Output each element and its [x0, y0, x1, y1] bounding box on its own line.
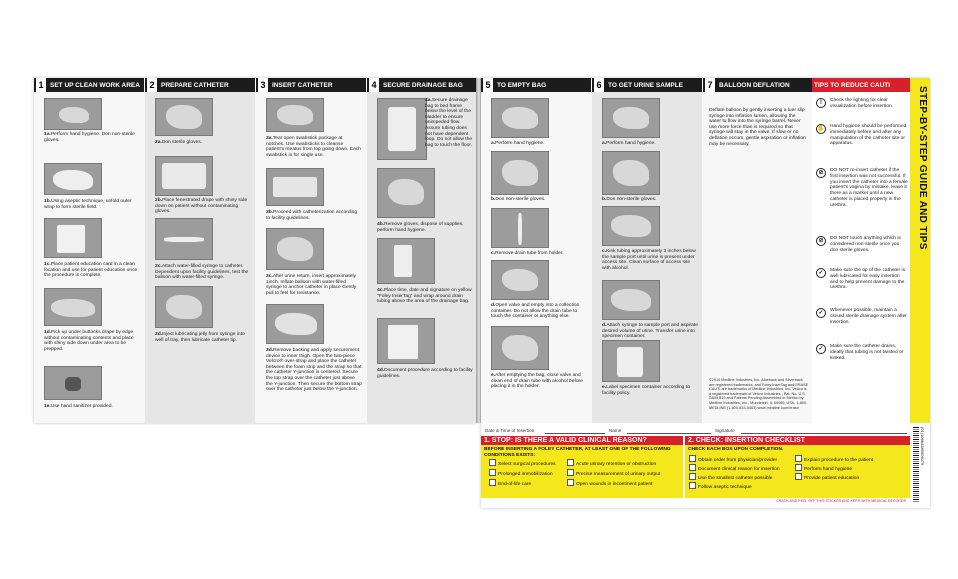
column-4 — [367, 78, 477, 423]
step-1e: 1e.Use hand sanitizer provided. — [44, 404, 113, 409]
step-number: 6 — [594, 78, 604, 92]
check-lead: CHECK EACH BOX UPON COMPLETION. — [688, 447, 784, 452]
check-header: 2. CHECK: INSERTION CHECKLIST — [685, 436, 910, 445]
step-number: 7 — [705, 78, 715, 92]
step-2a: 2a.Don sterile gloves. — [155, 140, 203, 145]
column-3 — [256, 78, 366, 423]
checkbox-measurement[interactable]: Precise measurement of urinary output — [567, 469, 660, 478]
step-6b: b.Don non-sterile gloves. — [602, 197, 657, 202]
step-6e: e.Label specimen container according to facility policy. — [602, 385, 690, 396]
step-5a: a.Perform hand hygiene. — [491, 141, 545, 146]
column-6-header — [592, 78, 702, 92]
sticker-footer-note: CRACK AND PEEL OFF THIS STICKER AND KEEP WITH MEDICAL RECORDS — [776, 499, 906, 503]
photo-open-valve — [491, 260, 549, 300]
photo-drain-tube — [491, 208, 549, 248]
photo-lubricate — [155, 286, 213, 328]
photo-hand-hygiene-6 — [602, 98, 660, 138]
photo-unfold-wrap — [44, 163, 102, 195]
step-3d: 3d.Remove backing and apply securement device to inner thigh. Open the two-piece Velcro® over-strap and place the catheter between the foam strip and the strap so that the catheter Y-junction is centered. Secure the top strap over the catheter just above the Y-junction. Then secure the bottom strap over the catheter just below the Y-junction. — [266, 348, 362, 393]
column-title: BALLOON DEFLATION — [719, 81, 790, 89]
signature-field[interactable] — [741, 433, 907, 434]
column-4-header — [367, 78, 477, 92]
signature-row — [481, 423, 910, 437]
signature-label: Signature — [715, 428, 735, 433]
photo-fenestrated-drape — [155, 156, 213, 196]
check-box — [685, 445, 910, 498]
photo-syringe — [155, 218, 213, 260]
step-1a: 1a.Perform hand hygiene. Don non-sterile gloves. — [44, 132, 135, 143]
photo-gloves-6 — [602, 151, 660, 195]
step-7: Deflate balloon by gently inserting a luer slip syringe into inflation lumen, allowing the water to flow into the syringe barrel. Never use more force than is required so that syringe will stay in the valve. If slow or no deflation occurs, gentle aspiration or inflation may be necessary. — [709, 108, 806, 147]
photo-sterile-gloves — [155, 98, 213, 136]
step-number: 3 — [258, 78, 268, 92]
checkbox-obtain-order[interactable]: Obtain order from physician/provider — [689, 455, 777, 464]
column-title: TO GET URINE SAMPLE — [608, 81, 683, 89]
checkbox-surgical[interactable]: Select surgical procedures — [489, 459, 556, 468]
side-title: STEP-BY-STEP GUIDE AND TIPS — [917, 86, 928, 250]
column-1 — [34, 78, 144, 423]
column-title: TO EMPTY BAG — [497, 81, 547, 89]
name-field[interactable] — [627, 433, 711, 434]
step-1d: 1d.Pick up under buttocks drape by edge without contaminating contents and place with shiny side down under area to be prepped. — [44, 330, 134, 352]
photo-education-card — [44, 218, 102, 258]
step-4d: 4d.Document procedure according to facility guidelines. — [377, 368, 473, 379]
photo-sanitizer — [44, 366, 102, 400]
photo-drape — [44, 288, 102, 326]
checkbox-education[interactable]: Provide patient education — [795, 473, 859, 482]
photo-hand-hygiene-5 — [491, 98, 549, 138]
checkbox-aseptic[interactable]: Follow aseptic technique — [689, 482, 752, 491]
checkbox-open-wounds[interactable]: Open wounds in incontinent patient — [567, 479, 652, 488]
checkbox-document-reason[interactable]: Document clinical reason for insertion — [689, 464, 780, 473]
prohibited-icon: ⊘ — [816, 168, 826, 178]
column-5-header — [481, 78, 591, 92]
photo-insertag — [377, 238, 435, 284]
step-5b: b.Don non-sterile gloves. — [491, 197, 546, 202]
step-1b: 1b.Using aseptic technique, unfold outer wrap to form sterile field. — [44, 199, 132, 210]
checkbox-retention[interactable]: Acute urinary retention or obstruction — [567, 459, 656, 468]
tips-header: TIPS TO REDUCE CAUTI — [812, 78, 910, 92]
photo-sample-port — [602, 280, 660, 320]
photo-catheterization — [266, 168, 324, 206]
column-5 — [481, 78, 591, 423]
column-title: PREPARE CATHETER — [161, 81, 229, 89]
photo-drainage-bag — [377, 98, 427, 160]
stop-header: 1. STOP: IS THERE A VALID CLINICAL REASON? — [481, 436, 683, 445]
stop-box — [481, 445, 683, 498]
step-6a: a.Perform hand hygiene. — [602, 141, 656, 146]
step-6c: c.Kink tubing approximately 3 inches below the sample port until urine is present under access site. Clean surface of access site with alcohol. — [602, 249, 696, 271]
step-2c: 2c.Attach water-filled syringe to catheter. Dependent upon facility guidelines, test the balloon with water-filled syringe. — [155, 264, 249, 281]
checkbox-smallest-catheter[interactable]: Use the smallest catheter possible — [689, 473, 772, 482]
photo-swabsticks — [266, 98, 324, 132]
stop-lead: BEFORE INSERTING A FOLEY CATHETER, AT LEAST ONE OF THE FOLLOWING CONDITIONS EXISTS: — [484, 447, 671, 458]
barcode-bars — [913, 427, 919, 503]
column-7-header — [703, 78, 812, 92]
step-3c: 3c.After urine return, insert approximately 1inch. Inflate balloon with water-filled syringe to anchor catheter in place Gently pull to feel for resistance. — [266, 274, 357, 296]
prohibited-icon: ⊘ — [816, 236, 826, 246]
date-label: Date & Time of Insertion — [485, 428, 535, 433]
check-icon: ✓ — [816, 308, 826, 318]
photo-remove-gloves — [377, 168, 435, 218]
checkbox-immobilization[interactable]: Prolonged immobilization — [489, 469, 553, 478]
right-page — [481, 78, 930, 508]
check-icon: ✓ — [816, 344, 826, 354]
step-4a: 4a.Secure drainage bag to bed frame below the level of the bladder to ensure unimpeded flow. Assure tubing does not have dependent loop. Do not allow the bag to touch the floor. — [425, 98, 473, 148]
column-2 — [145, 78, 255, 423]
column-title: INSERT CATHETER — [272, 81, 333, 89]
photo-kink-tubing — [602, 206, 660, 246]
column-title: SET UP CLEAN WORK AREA — [50, 81, 140, 89]
photo-securement — [266, 304, 324, 344]
checkbox-hand-hygiene[interactable]: Perform hand hygiene — [795, 464, 852, 473]
photo-hand-hygiene — [44, 98, 102, 130]
photo-gloves-5 — [491, 151, 549, 195]
step-3b: 3b.Proceed with catheterization according to facility guidelines. — [266, 210, 358, 221]
legal-text: ©2010 Medline Industries, Inc. Aloeback and Silverback are registered trademarks, and Foley InserTag and ERASE CAUTI are trademarks of Medline Industries, Inc. Velcro is a registered trademark of Velcro Industries., Pat. No. U.S. D609,819 and Patents Pending Assembled in Mexico by Medline Industries, Inc., Mundelein, IL 60060, USA. 1-800-MEDLINE (1-800-633-5463) www.medline.com/erase — [709, 378, 809, 410]
column-7 — [703, 78, 812, 423]
date-field[interactable] — [545, 433, 605, 434]
column-6 — [592, 78, 702, 423]
step-2b: 2b.Place fenestrated drape with shiny side down on patient without contaminating gloves. — [155, 198, 248, 215]
tips-column: TIPS TO REDUCE CAUTI ! Check the lighting for clear visualization before insertion. ✋ Hand hygiene should be performed immediately before and after any manipulation of the catheter site or apparatus. ⊘ DO NOT re-insert catheter if the first insertion was not successful. If you insert the catheter into a female patient's vagina by mistake, leave it there as a marker until a new catheter is placed properly in the urethra. ⊘ DO NOT touch anything which is considered non-sterile once you don sterile gloves. ✓ Make sure the tip of the catheter is well lubricated for easy insertion and to help prevent damage to the urethra. ✓ Whenever possible, maintain a closed sterile drainage system after insertion. ✓ Make sure the catheter drains, ideally that tubing is not twisted or kinked. — [812, 78, 910, 423]
step-number: 2 — [147, 78, 157, 92]
step-2d: 2d.Inject lubricating jelly from syringe into well of tray, then lubricate catheter tip. — [155, 332, 245, 343]
step-number: 1 — [36, 78, 46, 92]
step-1c: 1c.Place patient education card in a clean location and use for patient education once the procedure is complete. — [44, 262, 138, 279]
column-2-header — [145, 78, 255, 92]
step-4c: 4c.Place time, date and signature on yellow "Foley InserTag" and wrap around drain tubing above the area of the drainage bag. — [377, 288, 472, 305]
column-1-header — [34, 78, 144, 92]
column-title: SECURE DRAINAGE BAG — [383, 81, 463, 89]
step-4b: 4b.Remove gloves, dispose of supplies, perform hand hygiene. — [377, 222, 464, 233]
step-number: 4 — [369, 78, 379, 92]
insertion-sticker — [481, 423, 910, 508]
photo-inflate-balloon — [266, 228, 324, 270]
alert-icon: ! — [816, 98, 826, 108]
step-3a: 3a.Tear open swabstick package at notches. Use swabsticks to cleanse patient's meatus from top going down. Each swabstick is for single use. — [266, 136, 361, 158]
photo-specimen — [602, 340, 660, 382]
photo-document — [377, 318, 435, 364]
barcode — [910, 423, 930, 508]
checkbox-end-of-life[interactable]: End-of-life care — [489, 479, 531, 488]
step-5d: d.Open valve and empty into a collection container. Do not allow the drain tube to touch the container or anything else. — [491, 303, 580, 320]
hand-icon: ✋ — [817, 126, 825, 132]
step-number: 5 — [483, 78, 493, 92]
check-icon: ✓ — [816, 268, 826, 278]
name-label: Name — [609, 428, 622, 433]
left-page — [34, 78, 477, 423]
checkbox-explain[interactable]: Explain procedure to the patient — [795, 455, 873, 464]
column-3-header — [256, 78, 366, 92]
barcode-number: (01)10884389506079 — [920, 427, 925, 466]
step-5e: e.After emptying the bag, close valve and clean end of drain tube with alcohol before placing it in the holder. — [491, 373, 583, 390]
step-5c: c.Remove drain tube from holder. — [491, 251, 564, 256]
photo-close-valve — [491, 326, 549, 370]
step-6d: d.Attach syringe to sample port and aspirate desired volume of urine. Transfer urine into specimen container. — [602, 323, 698, 340]
